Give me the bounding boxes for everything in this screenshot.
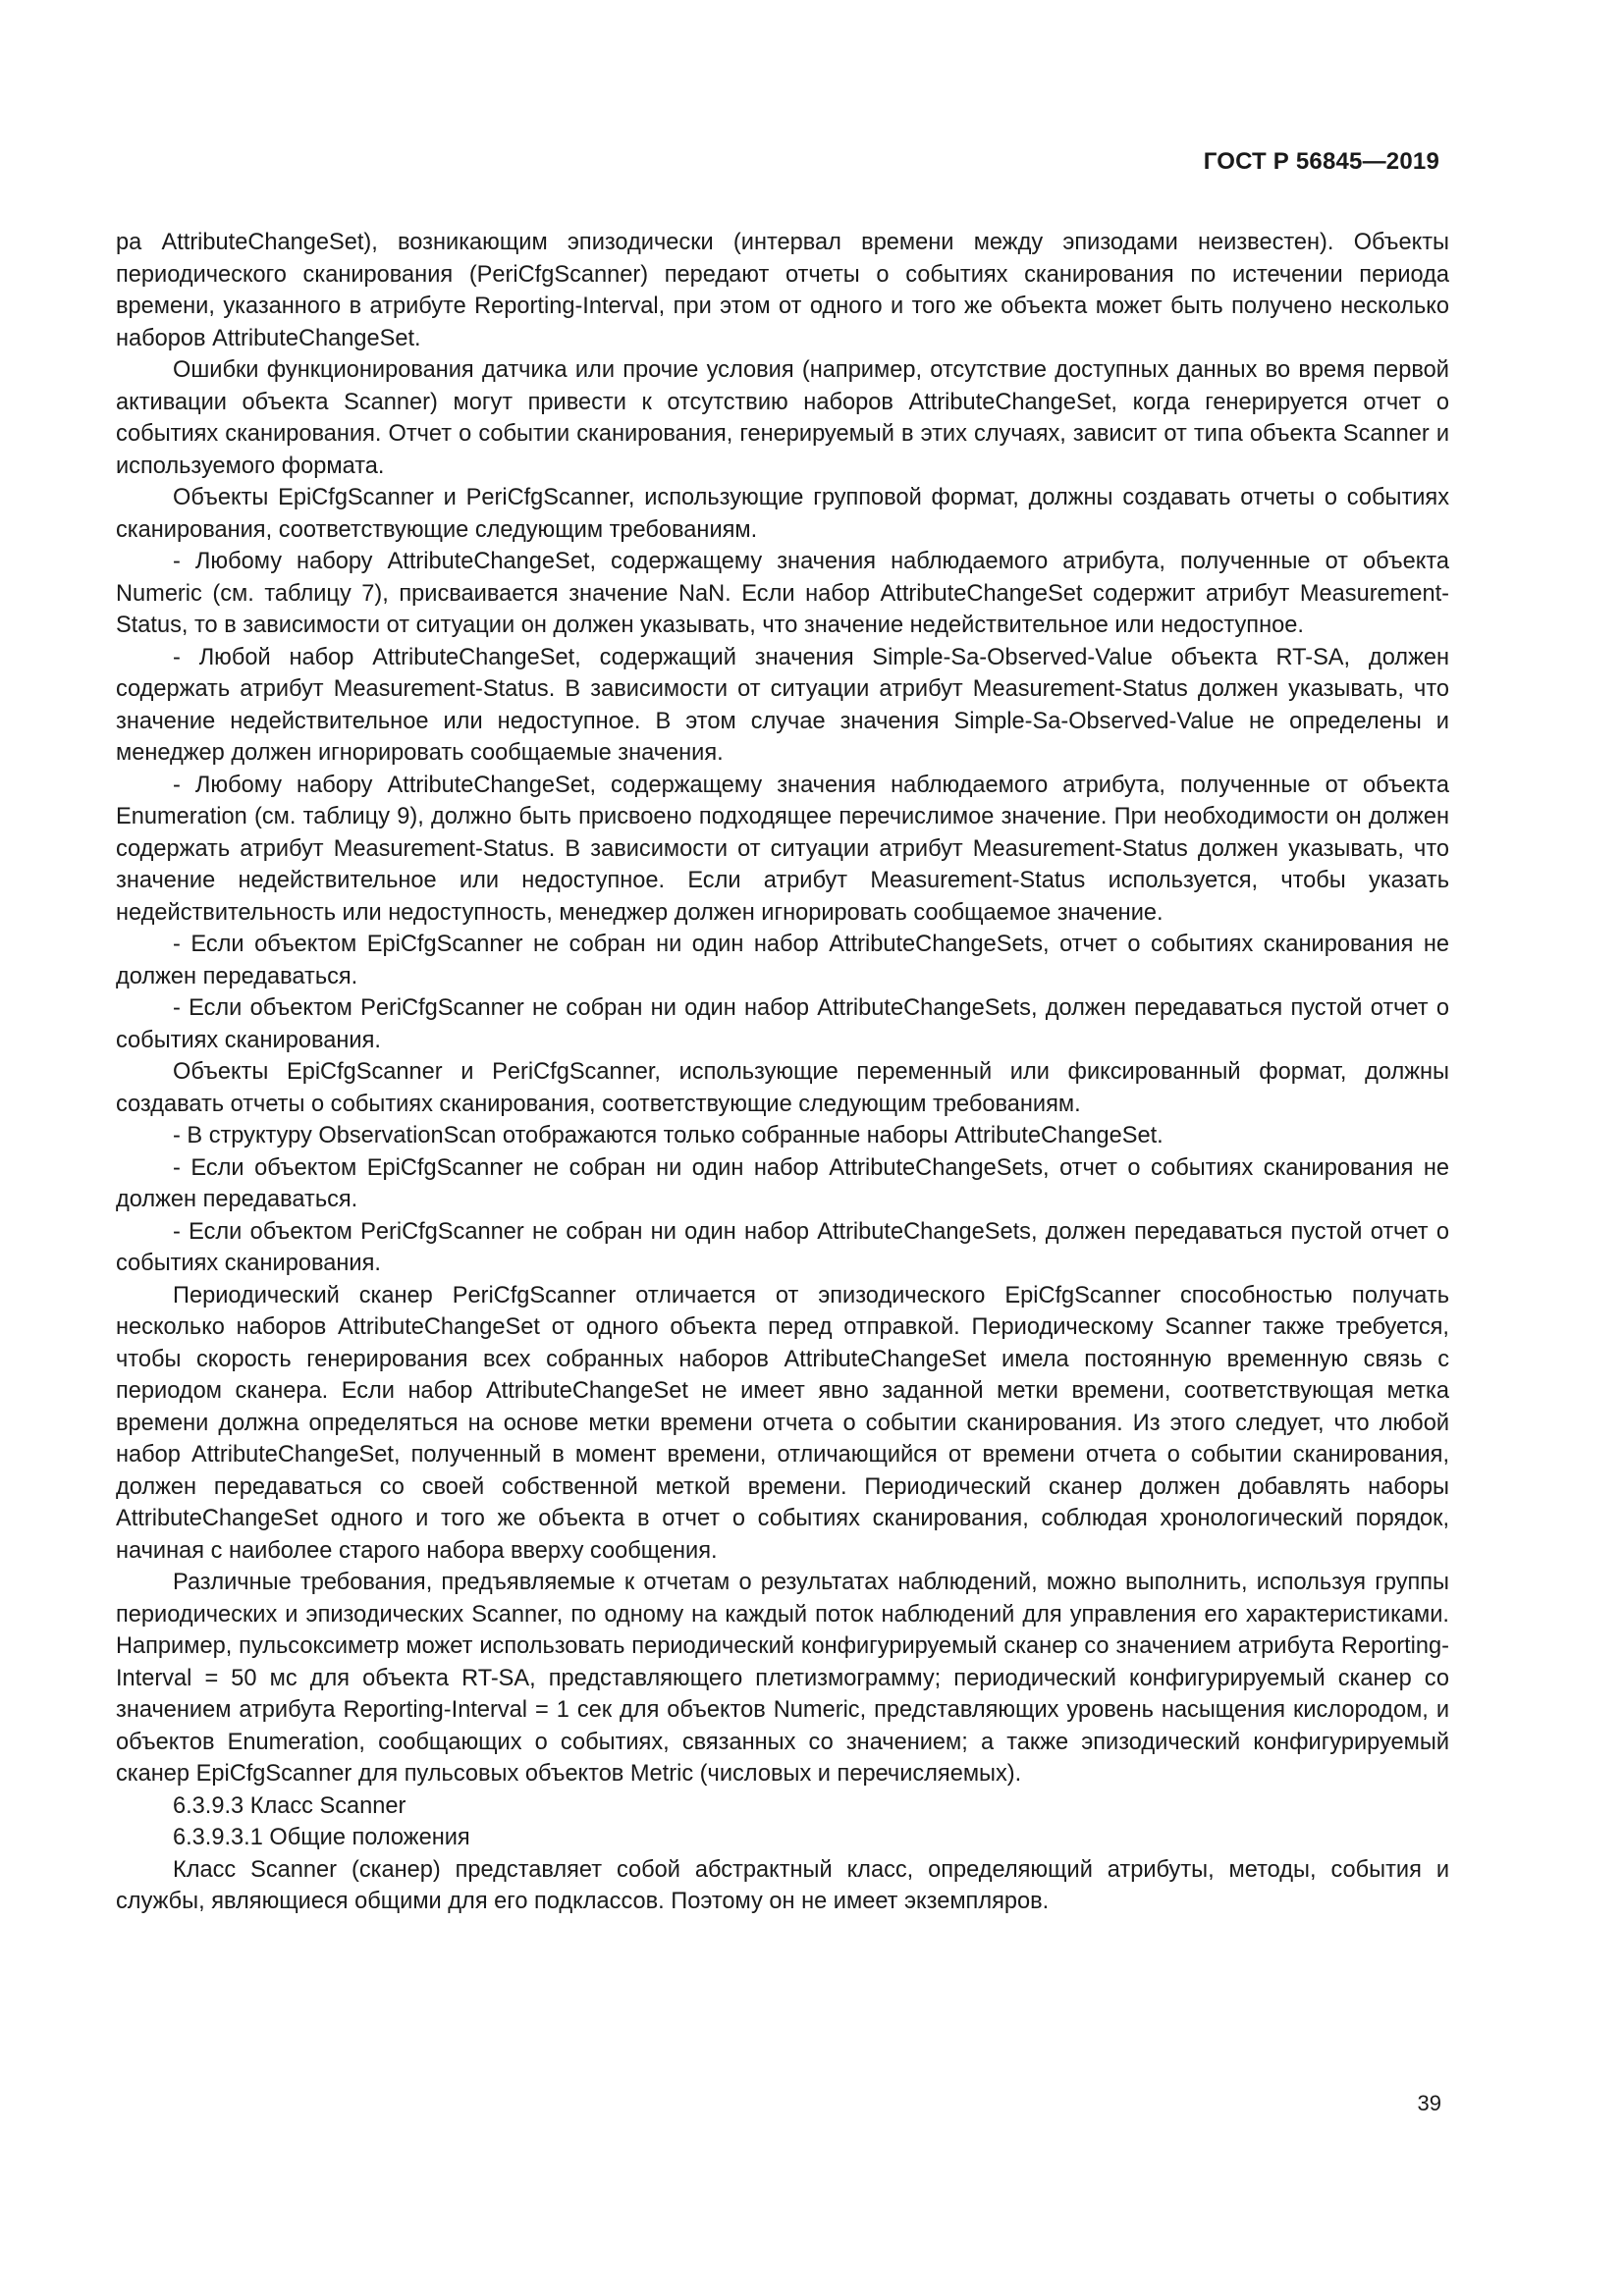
subsection-heading: 6.3.9.3.1 Общие положения <box>173 1825 470 1850</box>
list-item: - Если объектом EpiCfgScanner не собран ни один набор AttributeChangeSets, отчет о событиях сканирования не должен передаваться. <box>116 1154 1449 1212</box>
list-item: - Если объектом EpiCfgScanner не собран ни один набор AttributeChangeSets, отчет о событиях сканирования не должен передаваться. <box>116 932 1449 989</box>
list-item: - Любому набору AttributeChangeSet, содержащему значения наблюдаемого атрибута, полученные от объекта Numeric (см. таблицу 7), присваивается значение NaN. Если набор AttributeChangeSet содержит атрибут Measurement-Status, то в зависимости от ситуации он должен указывать, что значение недействительное или недоступное. <box>116 549 1449 638</box>
paragraph: Объекты EpiCfgScanner и PeriCfgScanner, использующие переменный или фиксированный формат, должны создавать отчеты о событиях сканирования, соответствующие следующим требованиям. <box>116 1059 1449 1117</box>
document-header: ГОСТ Р 56845—2019 <box>1203 148 1439 175</box>
section-heading: 6.3.9.3 Класс Scanner <box>173 1792 406 1819</box>
paragraph: Периодический сканер PeriCfgScanner отличается от эпизодического EpiCfgScanner способностью получать несколько наборов AttributeChangeSet от одного объекта перед отправкой. Периодическому Scanner также требуется, чтобы скорость генерирования всех собранных наборов AttributeChangeSet имела постоянную временную связь с периодом сканера. Если набор AttributeChangeSet не имеет явно заданной метки времени, соответствующая метка времени должна определяться на основе метки времени отчета о событии сканирования. Из этого следует, что любой набор AttributeChangeSet, полученный в момент времени, отличающийся от времени отчета о событии сканирования, должен передаваться со своей собственной меткой времени. Периодический сканер должен добавлять наборы AttributeChangeSet одного и того же объекта в отчет о событиях сканирования, соблюдая хронологический порядок, начиная с наиболее старого набора вверху сообщения. <box>116 1282 1449 1564</box>
paragraph: ра AttributeChangeSet), возникающим эпизодически (интервал времени между эпизодами неизвестен). Объекты периодического сканирования (PeriCfgScanner) передают отчеты о событиях сканирования по истечении периода времени, указанного в атрибуте Reporting-Interval, при этом от одного и того же объекта может быть получено несколько наборов AttributeChangeSet. <box>116 230 1449 351</box>
document-body <box>116 227 1449 1918</box>
paragraph: Объекты EpiCfgScanner и PeriCfgScanner, использующие групповой формат, должны создавать отчеты о событиях сканирования, соответствующие следующим требованиям. <box>116 485 1449 543</box>
paragraph: Различные требования, предъявляемые к отчетам о результатах наблюдений, можно выполнить, используя группы периодических и эпизодических Scanner, по одному на каждый поток наблюдений для управления его характеристиками. Например, пульсоксиметр может использовать периодический конфигурируемый сканер со значением атрибута Reporting-Interval = 50 мс для объекта RT-SA, представляющего плетизмограмму; периодический конфигурируемый сканер со значением атрибута Reporting-Interval = 1 сек для объектов Numeric, представляющих уровень насыщения кислородом, и объектов Enumeration, сообщающих о событиях, связанных со значением; а также эпизодический конфигурируемый сканер EpiCfgScanner для пульсовых объектов Metric (числовых и перечисляемых). <box>116 1570 1449 1787</box>
page-number: 39 <box>1417 2091 1441 2115</box>
paragraph: Класс Scanner (сканер) представляет собой абстрактный класс, определяющий атрибуты, методы, события и службы, являющиеся общими для его подклассов. Поэтому он не имеет экземпляров. <box>116 1856 1449 1914</box>
list-item: - Любому набору AttributeChangeSet, содержащему значения наблюдаемого атрибута, полученные от объекта Enumeration (см. таблицу 9), должно быть присвоено подходящее перечислимое значение. При необходимости он должен содержать атрибут Measurement-Status. В зависимости от ситуации атрибут Measurement-Status должен указывать, что значение недействительное или недоступное. Если атрибут Measurement-Status используется, чтобы указать недействительность или недоступность, менеджер должен игнорировать сообщаемое значение. <box>116 772 1449 926</box>
list-item: - Если объектом PeriCfgScanner не собран ни один набор AttributeChangeSets, должен передаваться пустой отчет о событиях сканирования. <box>116 995 1449 1053</box>
paragraph: Ошибки функционирования датчика или прочие условия (например, отсутствие доступных данных во время первой активации объекта Scanner) могут привести к отсутствию наборов AttributeChangeSet, когда генерируется отчет о событиях сканирования. Отчет о событии сканирования, генерируемый в этих случаях, зависит от типа объекта Scanner и используемого формата. <box>116 357 1449 479</box>
list-item: - Любой набор AttributeChangeSet, содержащий значения Simple-Sa-Observed-Value объекта RT-SA, должен содержать атрибут Measurement-Status. В зависимости от ситуации атрибут Measurement-Status должен указывать, что значение недействительное или недоступное. В этом случае значения Simple-Sa-Observed-Value не определены и менеджер должен игнорировать сообщаемые значения. <box>116 644 1449 766</box>
list-item: - Если объектом PeriCfgScanner не собран ни один набор AttributeChangeSets, должен передаваться пустой отчет о событиях сканирования. <box>116 1218 1449 1276</box>
list-item: - В структуру ObservationScan отображаются только собранные наборы AttributeChangeSet. <box>173 1123 1164 1148</box>
